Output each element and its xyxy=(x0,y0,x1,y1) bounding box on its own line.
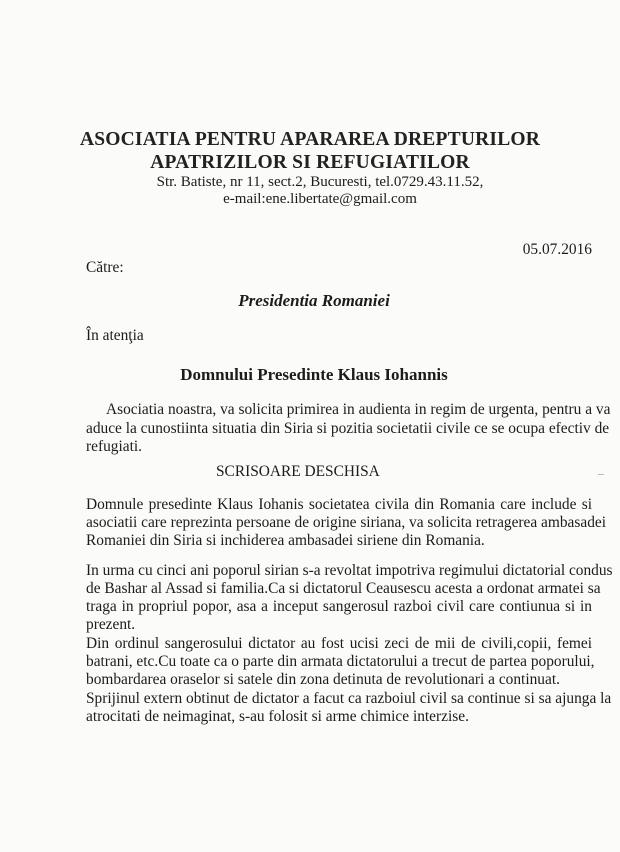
org-address: Str. Batiste, nr 11, sect.2, Bucuresti, tel.0729.43.11.52, xyxy=(156,174,484,190)
attention-label: În atenţia xyxy=(86,327,144,344)
letter-date: 05.07.2016 xyxy=(522,241,592,258)
paragraph-line: atrocitati de neimaginat, s-au folosit si arme chimice interzise. xyxy=(86,708,469,725)
paragraph-line: asociatii care reprezinta persoane de origine siriana, va solicita retragerea ambasadei xyxy=(86,514,607,531)
paragraph-line: de Bashar al Assad si familia.Ca si dictatorul Ceausescu acesta a ordonat armatei sa xyxy=(86,580,601,597)
org-email: e-mail:ene.libertate@gmail.com xyxy=(223,191,417,207)
scan-speck xyxy=(598,474,604,475)
paragraph-line: Din ordinul sangerosului dictator au fost ucisi zeci de mii de civili,copii, femei xyxy=(86,635,592,652)
intro-line: Asociatia noastra, va solicita primirea in audienta in regim de urgenta, pentru a va xyxy=(106,401,611,418)
recipient: Presidentia Romaniei xyxy=(238,291,390,310)
paragraph-line: traga in propriul popor, asa a inceput sangerosul razboi civil care contiunua si in xyxy=(86,598,592,615)
paragraph-line: prezent. xyxy=(86,616,136,633)
paragraph-line: batrani, etc.Cu toate ca o parte din armata dictatorului a trecut de partea poporului, xyxy=(86,653,595,670)
to-label: Către: xyxy=(86,259,124,276)
paragraph-line: In urma cu cinci ani poporul sirian s-a revoltat impotriva regimului dictatorial condus xyxy=(86,562,613,579)
letter-title: SCRISOARE DESCHISA xyxy=(216,463,380,480)
paragraph-line: bombardarea oraselor si satele din zona detinuta de revolutionari a continuat. xyxy=(86,671,560,688)
org-name-line2: APATRIZILOR SI REFUGIATILOR xyxy=(150,152,470,173)
paragraph-line: Sprijinul extern obtinut de dictator a facut ca razboiul civil sa continue si sa ajunga la xyxy=(86,690,612,707)
intro-line: aduce la cunostiinta situatia din Siria si pozitia societatii civile ce se ocupa efectiv de xyxy=(86,420,610,437)
attention-name: Domnului Presedinte Klaus Iohannis xyxy=(180,365,448,384)
paragraph-line: Domnule presedinte Klaus Iohanis societatea civila din Romania care include si xyxy=(86,496,592,513)
intro-line: refugiati. xyxy=(86,438,142,455)
paragraph-line: Romaniei din Siria si inchiderea ambasadei siriene din Romania. xyxy=(86,532,485,549)
org-name-line1: ASOCIATIA PENTRU APARAREA DREPTURILOR xyxy=(79,129,541,150)
